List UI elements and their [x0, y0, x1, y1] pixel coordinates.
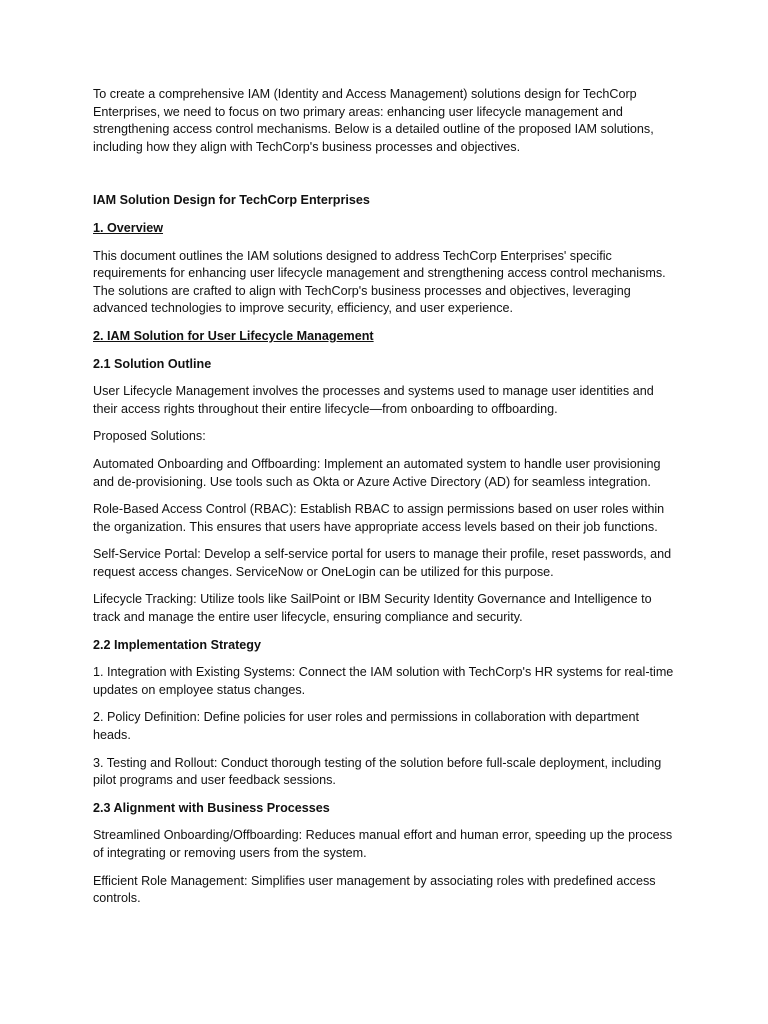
solution-outline-paragraph: User Lifecycle Management involves the processes and systems used to manage user identities and their access rights throughout their entire lifecycle—from onboarding to offboarding.: [93, 384, 654, 416]
proposed-solutions-label: Proposed Solutions:: [93, 429, 206, 444]
implementation-strategy-heading: 2.2 Implementation Strategy: [93, 637, 261, 652]
overview-heading: 1. Overview: [93, 220, 164, 235]
implementation-step-policy: 2. Policy Definition: Define policies for user roles and permissions in collaboration with department heads.: [93, 710, 639, 743]
implementation-step-integration: 1. Integration with Existing Systems: Connect the IAM solution with TechCorp's HR systems for real-time updates on employee status changes.: [93, 665, 674, 697]
solution-item-self-service-portal: Self-Service Portal: Develop a self-service portal for users to manage their profile, reset passwords, and request access changes. ServiceNow or OneLogin can be utilized for this purpose.: [93, 547, 672, 579]
section-2-heading: 2. IAM Solution for User Lifecycle Management: [93, 328, 374, 343]
solution-item-lifecycle-tracking: Lifecycle Tracking: Utilize tools like SailPoint or IBM Security Identity Governance and Intelligence to track and manage the entire user lifecycle, ensuring compliance and security.: [93, 592, 652, 625]
solution-item-automated-onboarding: Automated Onboarding and Offboarding: Implement an automated system to handle user provisioning and de-provisioning. Use tools such as Okta or Azure Active Directory (AD) for seamless integration.: [93, 456, 661, 489]
intro-paragraph: To create a comprehensive IAM (Identity and Access Management) solutions design for TechCorp Enterprises, we need to focus on two primary areas: enhancing user lifecycle management and strengthening access control mechanisms. Below is a detailed outline of the proposed IAM solutions, including how they align with TechCorp's business processes and objectives.: [93, 87, 654, 154]
solution-item-rbac: Role-Based Access Control (RBAC): Establish RBAC to assign permissions based on user roles within the organization. This ensures that users have appropriate access levels based on their job functions.: [93, 502, 665, 534]
alignment-item-role-management: Efficient Role Management: Simplifies user management by associating roles with predefined access controls.: [93, 873, 656, 906]
solution-outline-heading: 2.1 Solution Outline: [93, 356, 212, 371]
document-title: IAM Solution Design for TechCorp Enterprises: [93, 193, 370, 208]
alignment-heading: 2.3 Alignment with Business Processes: [93, 800, 330, 815]
overview-paragraph: This document outlines the IAM solutions designed to address TechCorp Enterprises' specific requirements for enhancing user lifecycle management and strengthening access control mechanisms. The solutions are crafted to align with TechCorp's business processes and objectives, leveraging advanced technologies to improve security, efficiency, and user experience.: [93, 248, 666, 316]
alignment-item-onboarding: Streamlined Onboarding/Offboarding: Reduces manual effort and human error, speeding up the process of integrating or removing users from the system.: [93, 828, 673, 860]
implementation-step-testing: 3. Testing and Rollout: Conduct thorough testing of the solution before full-scale deployment, including pilot programs and user feedback sessions.: [93, 755, 662, 788]
document-page: [93, 86, 679, 918]
